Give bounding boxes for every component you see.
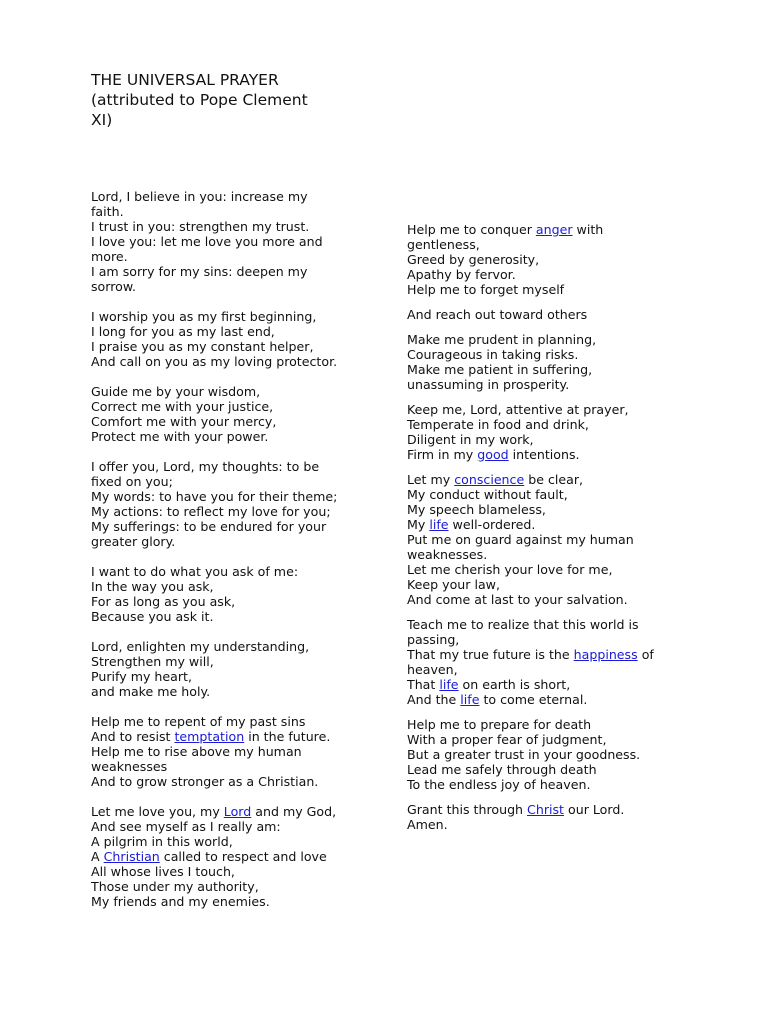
glossary-link[interactable]: good <box>477 447 509 462</box>
prayer-line: And come at last to your salvation. <box>407 592 628 607</box>
stanza <box>91 804 381 909</box>
prayer-line: And see myself as I really am: <box>91 819 281 834</box>
line-text: our Lord. <box>564 802 625 817</box>
right-column <box>407 222 707 842</box>
line-text: Grant this through <box>407 802 528 817</box>
prayer-line: To the endless joy of heaven. <box>407 777 591 792</box>
prayer-line <box>407 517 707 532</box>
prayer-line: fixed on you; <box>91 474 173 489</box>
prayer-line: I offer you, Lord, my thoughts: to be <box>91 459 320 474</box>
stanza <box>407 472 707 607</box>
prayer-line: My conduct without fault, <box>407 487 568 502</box>
prayer-line: But a greater trust in your goodness. <box>407 747 641 762</box>
line-text: to come eternal. <box>479 692 588 707</box>
prayer-line: Those under my authority, <box>91 879 259 894</box>
line-text: intentions. <box>508 447 580 462</box>
glossary-link[interactable]: Christ <box>527 802 564 817</box>
prayer-line: I love you: let me love you more and <box>91 234 323 249</box>
line-text: Let me love you, my <box>91 804 224 819</box>
prayer-line: For as long as you ask, <box>91 594 236 609</box>
prayer-line: Apathy by fervor. <box>407 267 516 282</box>
line-text: and my God, <box>251 804 337 819</box>
prayer-line: My friends and my enemies. <box>91 894 270 909</box>
prayer-line: Protect me with your power. <box>91 429 269 444</box>
prayer-line: unassuming in prosperity. <box>407 377 570 392</box>
prayer-line: weaknesses. <box>407 547 488 562</box>
prayer-line: more. <box>91 249 128 264</box>
prayer-line: Make me prudent in planning, <box>407 332 597 347</box>
prayer-line: My actions: to reflect my love for you; <box>91 504 331 519</box>
line-text: Let my <box>407 472 455 487</box>
line-text: My <box>407 517 430 532</box>
prayer-line: My speech blameless, <box>407 502 546 517</box>
prayer-line <box>407 472 707 487</box>
prayer-line: I praise you as my constant helper, <box>91 339 314 354</box>
prayer-line: I want to do what you ask of me: <box>91 564 299 579</box>
prayer-line: Amen. <box>407 817 448 832</box>
prayer-line: Teach me to realize that this world is <box>407 617 639 632</box>
line-text: A <box>91 849 104 864</box>
prayer-line: Help me to prepare for death <box>407 717 592 732</box>
stanza <box>91 714 381 789</box>
glossary-link[interactable]: life <box>429 517 449 532</box>
prayer-line: Courageous in taking risks. <box>407 347 579 362</box>
prayer-line <box>407 692 707 707</box>
prayer-line: My words: to have you for their theme; <box>91 489 338 504</box>
prayer-line: Make me patient in suffering, <box>407 362 593 377</box>
prayer-line: Lead me safely through death <box>407 762 597 777</box>
stanza <box>91 309 381 369</box>
prayer-line: Keep me, Lord, attentive at prayer, <box>407 402 629 417</box>
title-line: (attributed to Pope Clement <box>91 91 308 109</box>
stanza <box>91 564 381 624</box>
prayer-line: heaven, <box>407 662 458 677</box>
glossary-link[interactable]: Lord <box>223 804 252 819</box>
line-text: be clear, <box>524 472 584 487</box>
glossary-link[interactable]: conscience <box>454 472 525 487</box>
glossary-link[interactable]: temptation <box>174 729 245 744</box>
prayer-line: Help me to rise above my human <box>91 744 302 759</box>
prayer-line: Lord, enlighten my understanding, <box>91 639 310 654</box>
prayer-line <box>91 804 381 819</box>
prayer-line: Help me to forget myself <box>407 282 565 297</box>
prayer-line: I long for you as my last end, <box>91 324 275 339</box>
prayer-line: Guide me by your wisdom, <box>91 384 261 399</box>
prayer-line <box>407 647 707 662</box>
line-text: on earth is short, <box>458 677 571 692</box>
line-text: Help me to conquer <box>407 222 536 237</box>
prayer-line: and make me holy. <box>91 684 211 699</box>
prayer-line: greater glory. <box>91 534 176 549</box>
prayer-line: Because you ask it. <box>91 609 214 624</box>
title-line: XI) <box>91 111 113 129</box>
prayer-line <box>407 802 707 817</box>
prayer-line <box>407 447 707 462</box>
stanza <box>407 802 707 832</box>
stanza <box>407 617 707 707</box>
prayer-line <box>407 677 707 692</box>
prayer-line: My sufferings: to be endured for your <box>91 519 327 534</box>
glossary-link[interactable]: life <box>460 692 480 707</box>
prayer-line: With a proper fear of judgment, <box>407 732 607 747</box>
prayer-line <box>91 729 381 744</box>
prayer-line: Strengthen my will, <box>91 654 214 669</box>
stanza <box>407 332 707 392</box>
glossary-link[interactable]: life <box>439 677 459 692</box>
prayer-line: Help me to repent of my past sins <box>91 714 306 729</box>
prayer-line: A pilgrim in this world, <box>91 834 233 849</box>
line-text: And the <box>407 692 461 707</box>
glossary-link[interactable]: happiness <box>573 647 638 662</box>
line-text: Firm in my <box>407 447 478 462</box>
stanza <box>91 459 381 549</box>
left-column <box>91 189 381 924</box>
stanza <box>91 639 381 699</box>
stanza <box>407 307 707 322</box>
line-text: in the future. <box>244 729 331 744</box>
prayer-line: faith. <box>91 204 124 219</box>
line-text: And to resist <box>91 729 175 744</box>
stanza <box>407 717 707 792</box>
glossary-link[interactable]: Christian <box>103 849 160 864</box>
prayer-line: I am sorry for my sins: deepen my <box>91 264 308 279</box>
stanza <box>91 189 381 294</box>
prayer-line: All whose lives I touch, <box>91 864 235 879</box>
prayer-line: Diligent in my work, <box>407 432 534 447</box>
stanza <box>407 402 707 462</box>
prayer-line: Greed by generosity, <box>407 252 540 267</box>
prayer-line: weaknesses <box>91 759 168 774</box>
prayer-line: Put me on guard against my human <box>407 532 634 547</box>
prayer-line: gentleness, <box>407 237 480 252</box>
title-line: THE UNIVERSAL PRAYER <box>91 71 279 89</box>
prayer-line: And call on you as my loving protector. <box>91 354 338 369</box>
stanza <box>91 384 381 444</box>
prayer-line: passing, <box>407 632 460 647</box>
prayer-line: And to grow stronger as a Christian. <box>91 774 319 789</box>
prayer-line: Keep your law, <box>407 577 500 592</box>
stanza <box>407 222 707 297</box>
prayer-line: Let me cherish your love for me, <box>407 562 613 577</box>
prayer-line: Comfort me with your mercy, <box>91 414 277 429</box>
line-text: of <box>637 647 654 662</box>
line-text: well-ordered. <box>448 517 536 532</box>
prayer-line: And reach out toward others <box>407 307 588 322</box>
prayer-line: sorrow. <box>91 279 136 294</box>
prayer-line <box>407 222 707 237</box>
prayer-line: Lord, I believe in you: increase my <box>91 189 308 204</box>
prayer-line: Correct me with your justice, <box>91 399 274 414</box>
line-text: called to respect and love <box>159 849 327 864</box>
prayer-line: Purify my heart, <box>91 669 192 684</box>
prayer-line: I worship you as my first beginning, <box>91 309 317 324</box>
prayer-line: I trust in you: strengthen my trust. <box>91 219 310 234</box>
prayer-line: In the way you ask, <box>91 579 214 594</box>
page-title <box>91 70 371 130</box>
prayer-line: Temperate in food and drink, <box>407 417 589 432</box>
line-text: That my true future is the <box>407 647 574 662</box>
prayer-line <box>91 849 381 864</box>
line-text: with <box>572 222 604 237</box>
glossary-link[interactable]: anger <box>535 222 573 237</box>
line-text: That <box>407 677 440 692</box>
